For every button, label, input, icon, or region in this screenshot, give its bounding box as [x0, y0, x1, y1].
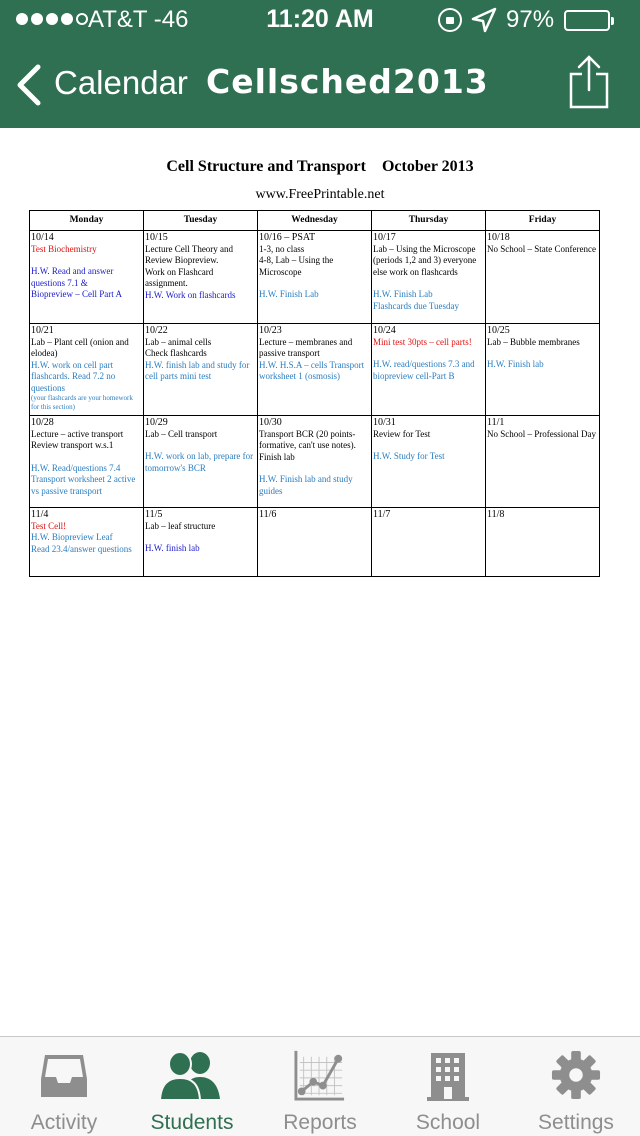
day-entry: Lecture – active transport — [31, 428, 124, 439]
calendar-day-cell — [258, 324, 372, 416]
calendar-day-cell — [372, 324, 486, 416]
calendar-day-cell — [258, 231, 372, 324]
calendar-day-cell — [144, 416, 258, 508]
tab-label: Settings — [538, 1111, 614, 1134]
calendar-week-row — [30, 416, 600, 508]
day-entry: Mini test 30pts – cell parts! — [373, 336, 472, 347]
day-entry: 1-3, no class — [259, 243, 305, 254]
calendar-day-cell — [372, 231, 486, 324]
day-date: 10/18 — [487, 232, 510, 243]
day-entry: H.W. Read/questions 7.4 Transport worksheet 2 active vs passive transport — [31, 462, 136, 496]
day-entry: H.W. work on cell part flashcards. Read 7.2 no questions — [31, 359, 116, 393]
day-date: 10/22 — [145, 325, 168, 336]
people-icon — [158, 1049, 224, 1101]
back-button[interactable]: Calendar — [54, 64, 188, 101]
day-entry: Flashcards due Tuesday — [373, 300, 459, 311]
day-date: 10/21 — [31, 325, 54, 336]
document-viewer[interactable] — [0, 128, 640, 1036]
tab-students[interactable] — [128, 1037, 256, 1136]
building-icon — [423, 1049, 473, 1101]
tab-label: Reports — [283, 1111, 357, 1134]
tab-activity[interactable] — [0, 1037, 128, 1136]
day-date: 10/24 — [373, 325, 396, 336]
day-entry: H.W. Finish Lab — [259, 289, 319, 299]
line-spacer — [373, 348, 484, 359]
day-entry: Test Cell! — [31, 520, 67, 531]
carrier-label: AT&T -46 — [88, 6, 189, 33]
day-entry: Read 23.4/answer questions — [31, 543, 132, 554]
day-header: Friday — [486, 211, 600, 231]
calendar-day-cell — [30, 324, 144, 416]
day-entry: Lecture – membranes and passive transport — [259, 336, 353, 358]
day-date: 10/29 — [145, 417, 168, 428]
line-spacer — [487, 348, 598, 359]
inbox-tray-icon — [39, 1049, 89, 1101]
day-entry: (your flashcards are your homework for this section) — [31, 394, 133, 411]
day-date: 10/17 — [373, 232, 396, 243]
nav-title: Cellsched2013 — [206, 62, 489, 101]
day-date: 11/7 — [373, 509, 391, 520]
day-date: 11/4 — [31, 509, 49, 520]
day-entry: H.W. H.S.A – cells Transport worksheet 1 (osmosis) — [259, 359, 365, 381]
day-entry: Transport BCR (20 points- formative, can't use notes). — [259, 428, 356, 450]
share-icon[interactable] — [568, 54, 610, 110]
calendar-day-cell — [30, 508, 144, 577]
tab-label: Students — [150, 1111, 234, 1134]
calendar-day-cell — [372, 508, 486, 577]
day-entry: Work on Flashcard assignment. — [145, 266, 214, 288]
day-date: 10/14 — [31, 232, 54, 243]
day-date: 10/31 — [373, 417, 396, 428]
day-date: 11/1 — [487, 417, 505, 428]
day-header: Thursday — [372, 211, 486, 231]
day-entry: H.W. Biopreview Leaf — [31, 532, 113, 542]
day-date: 11/6 — [259, 509, 277, 520]
day-entry: Lab – Cell transport — [145, 428, 218, 439]
calendar-day-cell — [372, 416, 486, 508]
day-date: 11/8 — [487, 509, 505, 520]
line-spacer — [373, 278, 484, 289]
calendar-day-cell — [258, 416, 372, 508]
day-entry: Lab – Plant cell (onion and elodea) — [31, 336, 129, 358]
line-chart-icon — [293, 1049, 347, 1101]
calendar-table — [29, 210, 600, 577]
day-entry: H.W. Finish Lab — [373, 289, 433, 299]
day-entry: Lab – Bubble membranes — [487, 336, 580, 347]
day-header: Wednesday — [258, 211, 372, 231]
line-spacer — [31, 452, 142, 463]
calendar-day-cell — [486, 508, 600, 577]
day-entry: Lab – Using the Microscope (periods 1,2 and 3) everyone else work on flashcards — [373, 243, 477, 277]
day-entry: H.W. finish lab and study for cell parts mini test — [145, 359, 250, 381]
day-entry: H.W. Finish lab — [487, 359, 544, 369]
day-entry: Review for Test — [373, 428, 431, 439]
calendar-header-row — [30, 211, 600, 231]
calendar-week-row — [30, 231, 600, 324]
line-spacer — [31, 255, 142, 266]
day-entry: H.W. Study for Test — [373, 451, 445, 461]
day-entry: H.W. work on lab, prepare for tomorrow's BCR — [145, 451, 254, 473]
tab-bar — [0, 1036, 640, 1136]
day-entry: 4-8, Lab – Using the Microscope — [259, 255, 334, 277]
day-entry: Check flashcards — [145, 348, 207, 358]
calendar-day-cell — [486, 416, 600, 508]
tab-settings[interactable] — [512, 1037, 640, 1136]
back-chevron-icon[interactable] — [14, 64, 44, 106]
status-time: 11:20 AM — [266, 5, 374, 33]
day-entry: Review transport w.s.1 — [31, 440, 114, 450]
day-entry: No School – Professional Day — [487, 428, 596, 439]
tab-school[interactable] — [384, 1037, 512, 1136]
tab-label: School — [415, 1111, 481, 1134]
calendar-day-cell — [30, 416, 144, 508]
day-header: Monday — [30, 211, 144, 231]
gear-icon — [551, 1049, 601, 1101]
day-entry: Lecture Cell Theory and Review Biopreview. — [145, 243, 234, 265]
day-date: 10/23 — [259, 325, 282, 336]
battery-icon — [564, 10, 610, 31]
day-entry: No School – State Conference — [487, 243, 596, 254]
line-spacer — [259, 278, 370, 289]
day-entry: H.W. Work on flashcards — [145, 289, 236, 300]
line-spacer — [145, 532, 256, 543]
location-arrow-icon — [470, 6, 498, 34]
calendar-week-row — [30, 324, 600, 416]
day-entry: Lab – animal cells — [145, 336, 212, 347]
battery-percent: 97% — [506, 6, 555, 33]
day-date: 10/25 — [487, 325, 510, 336]
day-entry: Biopreview – Cell Part A — [31, 289, 122, 299]
status-bar — [0, 0, 640, 40]
day-date: 10/15 — [145, 232, 168, 243]
day-entry: Lab – leaf structure — [145, 520, 216, 531]
day-entry: H.W. Read and answer questions 7.1 & — [31, 266, 114, 288]
day-entry: H.W. Finish lab and study guides — [259, 474, 353, 496]
day-header: Tuesday — [144, 211, 258, 231]
tab-reports[interactable] — [256, 1037, 384, 1136]
day-date: 10/28 — [31, 417, 54, 428]
document-site: www.FreePrintable.net — [255, 187, 385, 202]
calendar-day-cell — [30, 231, 144, 324]
line-spacer — [373, 440, 484, 451]
calendar-day-cell — [486, 324, 600, 416]
calendar-day-cell — [144, 324, 258, 416]
calendar-day-cell — [486, 231, 600, 324]
document-title: Cell Structure and Transport October 2013 — [166, 158, 474, 175]
calendar-week-row — [30, 508, 600, 577]
day-entry: Test Biochemistry — [31, 243, 97, 254]
tab-label: Activity — [30, 1111, 98, 1134]
day-date: 10/30 — [259, 417, 282, 428]
line-spacer — [259, 463, 370, 474]
day-date: 11/5 — [145, 509, 163, 520]
day-entry: H.W. read/questions 7.3 and biopreview cell-Part B — [373, 359, 475, 381]
day-entry: Finish lab — [259, 451, 295, 462]
day-entry: H.W. finish lab — [145, 543, 200, 553]
day-date: 10/16 – PSAT — [259, 232, 316, 243]
calendar-day-cell — [144, 231, 258, 324]
rotation-lock-icon — [438, 8, 462, 32]
calendar-day-cell — [144, 508, 258, 577]
calendar-day-cell — [258, 508, 372, 577]
app-header — [0, 0, 640, 128]
line-spacer — [145, 440, 256, 451]
